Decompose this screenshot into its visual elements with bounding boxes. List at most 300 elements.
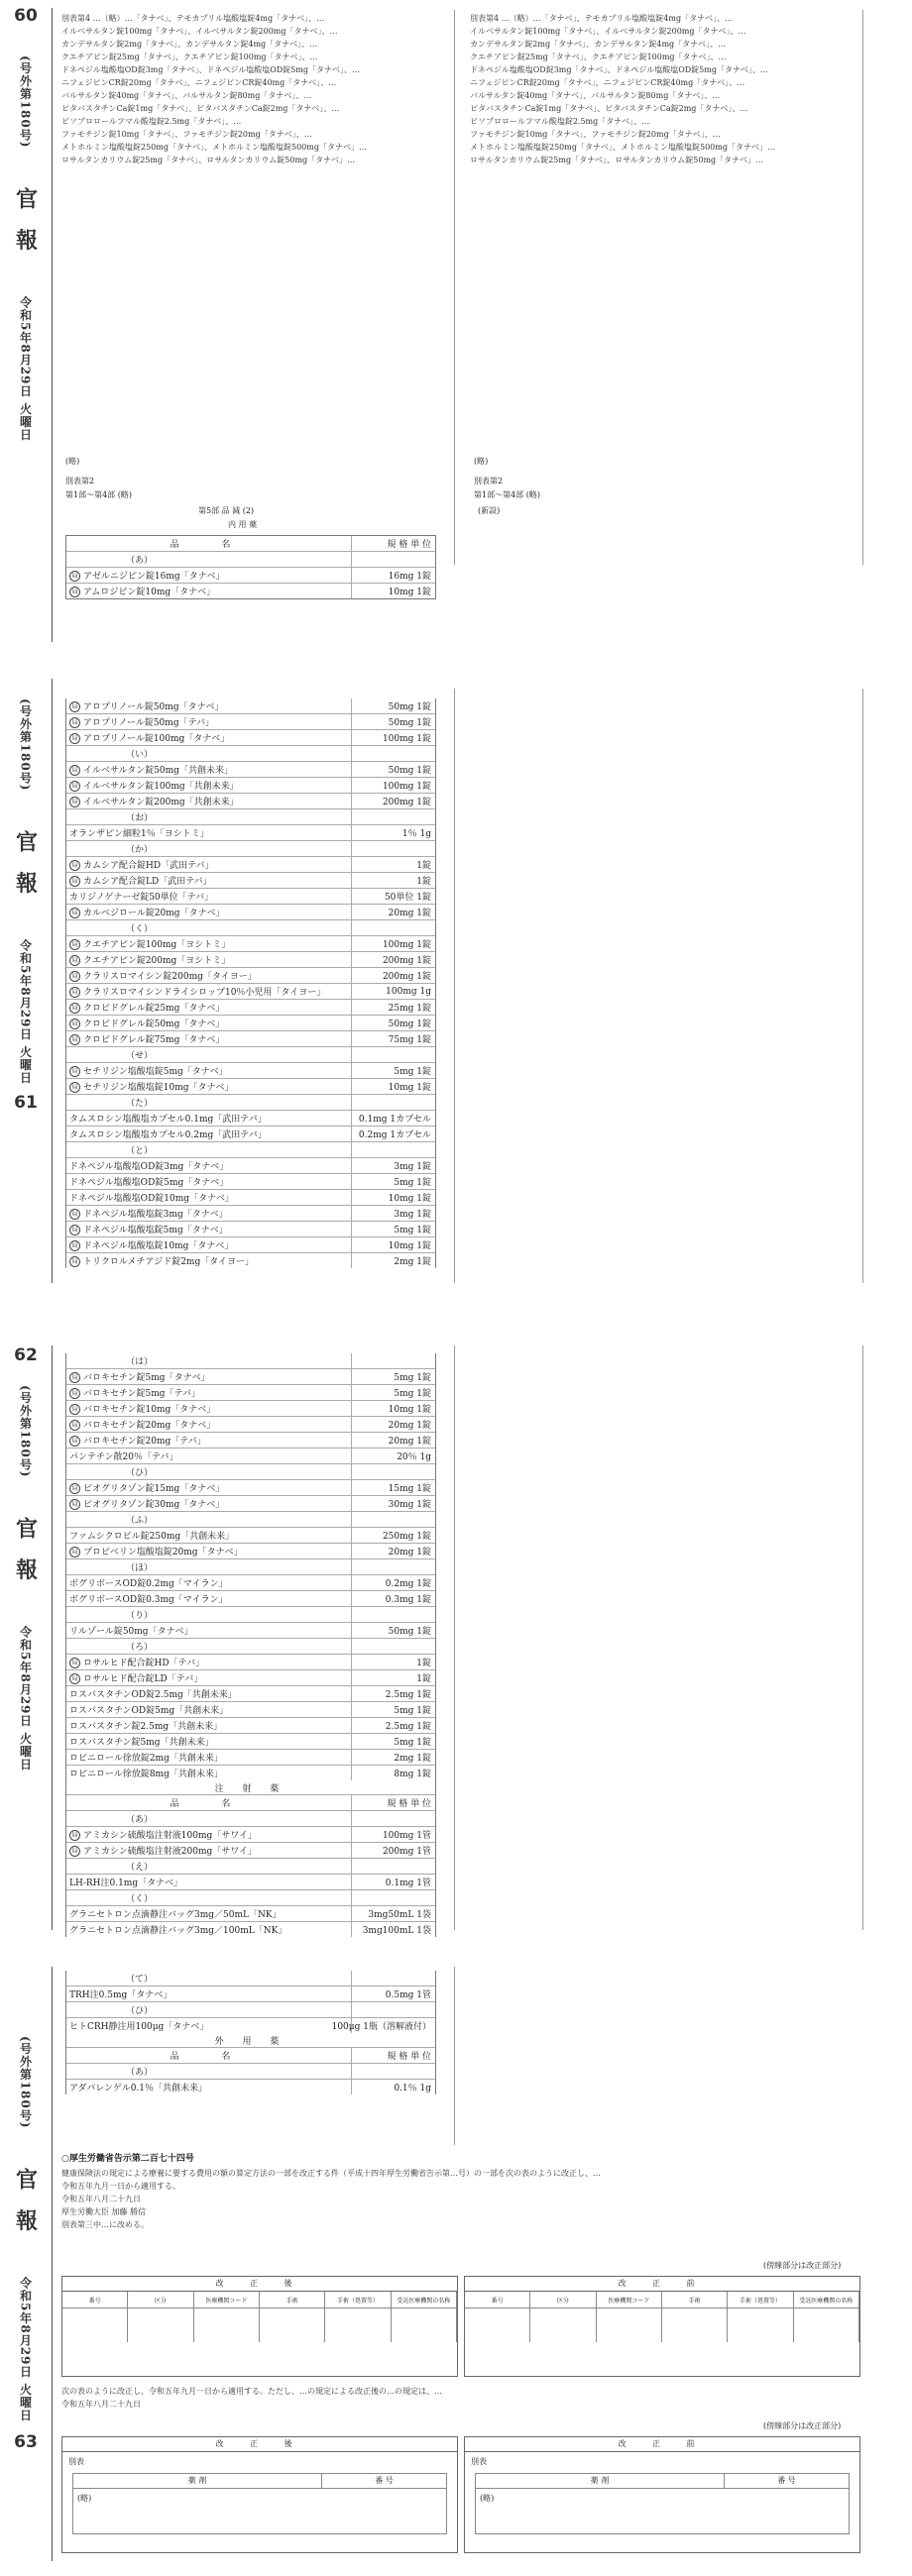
table-row	[66, 952, 435, 968]
table-row	[66, 1401, 435, 1417]
group-heading	[66, 809, 435, 825]
form-column-header: 番号	[62, 2292, 128, 2308]
table-row	[66, 1734, 435, 1750]
spec-unit	[351, 1890, 435, 1905]
spec-unit: 100mg 1錠	[351, 778, 435, 793]
table2-label: 別表	[68, 2457, 84, 2466]
text-line: メトホルミン塩酸塩錠250mg「タナベ」、メトホルミン塩酸塩錠500mg「タナベ」…	[470, 143, 775, 152]
drug-name: （と）	[126, 1146, 154, 1156]
table-row	[66, 1591, 435, 1607]
col-number: 番 号	[375, 2476, 394, 2485]
text-line: イルベサルタン錠100mg「タナベ」、イルベサルタン錠200mg「タナベ」、…	[470, 27, 746, 36]
text-line: メトホルミン塩酸塩錠250mg「タナベ」、メトホルミン塩酸塩錠500mg「タナベ」…	[61, 143, 367, 152]
table-row	[66, 857, 435, 873]
group-heading	[66, 1095, 435, 1111]
group-heading	[66, 552, 435, 568]
drug-name: タムスロシン塩酸塩カプセル0.2mg「武田テバ」	[69, 1130, 267, 1140]
drug-name: （て）	[126, 1975, 154, 1985]
date-label: 令和5年8月29日 火曜日	[18, 2277, 33, 2422]
pharmacopoeia-mark: 局	[69, 797, 80, 807]
pharmacopoeia-mark: 局	[69, 1372, 80, 1383]
page-header	[4, 689, 48, 1283]
table-row	[66, 1986, 435, 2002]
group-heading	[66, 920, 435, 936]
drug-name: ロスバスタチンOD錠5mg「共創未来」	[69, 1706, 229, 1716]
table-row	[66, 698, 435, 714]
text-line: バルサルタン錠40mg「タナベ」、バルサルタン錠80mg「タナベ」、…	[470, 91, 721, 100]
spec-unit: 10mg 1錠	[351, 1079, 435, 1094]
spec-unit: 20mg 1錠	[351, 1417, 435, 1432]
pharmacopoeia-mark: 局	[69, 587, 80, 597]
table-row	[66, 825, 435, 841]
group-heading	[66, 1512, 435, 1528]
gazette-title: 官 報	[12, 1517, 39, 1587]
pharmacopoeia-mark: 局	[69, 1082, 80, 1093]
group-heading	[66, 1464, 435, 1480]
form-column-header: 医療機関コード	[194, 2292, 260, 2308]
table-row	[66, 936, 435, 952]
group-heading	[66, 746, 435, 762]
group-heading	[66, 2064, 435, 2080]
table-row	[66, 1385, 435, 1401]
spec-unit: 200mg 1管	[351, 1843, 435, 1858]
right-appendix-title: 別表第2	[474, 477, 504, 485]
drug-name: 局 バロキセチン錠5mg「タナベ」	[66, 1370, 351, 1383]
text-line: ファモチジン錠10mg「タナベ」、ファモチジン錠20mg「タナベ」、…	[61, 130, 312, 139]
table-row	[66, 1237, 435, 1253]
spec-unit: 20mg 1錠	[351, 1433, 435, 1448]
col-drug-right: 薬 剤	[476, 2474, 725, 2488]
table-row	[66, 1655, 435, 1670]
spec-unit: 2mg 1錠	[351, 1253, 435, 1268]
ext-header: 品 名 規 格 単 位	[66, 2048, 435, 2064]
drug-name: ドネペジル塩酸塩OD錠3mg「タナベ」	[69, 1162, 229, 1172]
appendix-title: 別表第2	[65, 477, 95, 485]
pharmacopoeia-mark: 局	[69, 1019, 80, 1029]
drug-name: 局 ロサルヒド配合錠LD「テバ」	[66, 1671, 351, 1684]
pharmacopoeia-mark: 局	[69, 987, 80, 998]
form-column-header: 手術（処置等）	[325, 2292, 391, 2308]
pharmacopoeia-mark: 局	[69, 571, 80, 582]
table-row	[66, 1190, 435, 1206]
gazette-title: 官 報	[12, 187, 39, 258]
spec-unit: 10mg 1錠	[351, 1237, 435, 1252]
pharmacopoeia-mark: 局	[69, 1846, 80, 1857]
table-row	[66, 2018, 435, 2033]
left-text-block	[61, 12, 438, 166]
table-row	[66, 1253, 435, 1268]
form-column-header: 手術	[260, 2292, 325, 2308]
spec-unit: 0.1％ 1g	[351, 2080, 435, 2094]
spec-unit: 200mg 1錠	[351, 952, 435, 967]
drug-name: 局 ドネペジル塩酸塩錠10mg「タナベ」	[66, 1238, 351, 1251]
drug-name: （あ）	[126, 556, 154, 566]
group-heading	[66, 1142, 435, 1158]
pharmacopoeia-mark: 局	[69, 1483, 80, 1494]
form-column-header: 区分	[128, 2292, 193, 2308]
issue-label: (号外第180号)	[18, 2036, 33, 2129]
p63-table	[65, 1971, 436, 2094]
spec-unit	[351, 1639, 435, 1654]
left-note: (略)	[65, 457, 80, 466]
text-line: カンデサルタン錠2mg「タナベ」、カンデサルタン錠4mg「タナベ」、…	[61, 40, 318, 49]
spec-unit: 5mg 1錠	[351, 1369, 435, 1384]
table-row	[66, 1158, 435, 1174]
spec-unit: 100mg 1錠	[351, 730, 435, 745]
table-row	[66, 1766, 435, 1780]
page-header	[4, 1967, 48, 2561]
spec-unit: 25mg 1錠	[351, 1000, 435, 1015]
date-label: 令和5年8月29日 火曜日	[18, 939, 33, 1085]
col-drug: 薬 剤	[73, 2474, 322, 2488]
drug-name: 局 アミカシン硫酸塩注射液200mg「サワイ」	[66, 1844, 351, 1857]
drug-name: （え）	[126, 1863, 154, 1873]
page-number: 60	[14, 6, 38, 26]
table-row	[66, 1016, 435, 1031]
drug-name: 局 イルベサルタン錠50mg「共創未来」	[66, 763, 351, 776]
p61-table	[65, 698, 436, 1268]
pharmacopoeia-mark: 局	[69, 717, 80, 728]
spec-unit: 100mg 1管	[351, 1827, 435, 1842]
spec-unit	[351, 1607, 435, 1622]
table-row	[66, 1079, 435, 1095]
table-row	[66, 1670, 435, 1686]
table-row	[66, 889, 435, 905]
notice-text	[61, 2167, 855, 2231]
page-63	[0, 1937, 912, 2576]
right-note: (略)	[474, 457, 489, 466]
spec-unit: 50mg 1錠	[351, 1016, 435, 1030]
table-header: 品 名 規 格 単 位	[66, 536, 435, 552]
pharmacopoeia-mark: 局	[69, 765, 80, 776]
drug-name: （ふ）	[126, 1516, 154, 1526]
date-label: 令和5年8月29日 火曜日	[18, 1626, 33, 1771]
drug-name: タムスロシン塩酸塩カプセル0.1mg「武田テバ」	[69, 1115, 267, 1125]
table-row	[66, 1922, 435, 1938]
drug-name: 局 アムロジピン錠10mg「タナベ」	[66, 585, 351, 597]
spec-unit: 0.5mg 1管	[351, 1986, 435, 2001]
drug-name: （く）	[126, 1894, 154, 1904]
table-row	[66, 1480, 435, 1496]
spec-unit: 3mg 1錠	[351, 1206, 435, 1221]
drug-name: 局 カムシア配合錠LD「武田テバ」	[66, 874, 351, 887]
pharmacopoeia-mark: 局	[69, 1499, 80, 1510]
table-row	[66, 1369, 435, 1385]
drug-name: 局 カムシア配合錠HD「武田テバ」	[66, 858, 351, 871]
spec-unit: 3mg100mL 1袋	[351, 1922, 435, 1937]
drug-name: ドネペジル塩酸塩OD錠10mg「タナベ」	[69, 1194, 235, 1204]
spec-unit: 50単位 1錠	[351, 889, 435, 904]
spec-unit	[351, 1142, 435, 1157]
spec-unit: 1錠	[351, 873, 435, 888]
spec-unit: 50mg 1錠	[351, 698, 435, 713]
gazette-title: 官 報	[12, 830, 39, 901]
form-column-header: 手術	[662, 2292, 728, 2308]
text-line: 別表第三中…に改める。	[61, 2220, 149, 2229]
text-line: ビソプロロールフマル酸塩錠2.5mg「タナベ」、…	[61, 117, 242, 126]
form-before: 改 正 前 番号 区分 医療機関コード 手術 手術（処置等） 受託医療機関の名称	[464, 2276, 860, 2377]
spec-unit	[351, 552, 435, 567]
drug-name: （ろ）	[126, 1643, 154, 1653]
table-row	[66, 778, 435, 794]
spec-unit	[351, 841, 435, 856]
drug-name: アダパレンゲル0.1％「共創未来」	[69, 2084, 208, 2093]
drug-name: 局 クロピドグレル錠50mg「タナベ」	[66, 1017, 351, 1029]
table-row	[66, 1449, 435, 1464]
spec-unit: 3mg50mL 1袋	[351, 1906, 435, 1921]
drug-name: 局 バロキセチン錠20mg「テバ」	[66, 1434, 351, 1447]
table-row	[66, 2080, 435, 2094]
form-after: 改 正 後 番号 区分 医療機関コード 手術 手術（処置等） 受託医療機関の名称	[61, 2276, 458, 2377]
pharmacopoeia-mark: 局	[69, 1658, 80, 1668]
spec-unit: 2mg 1錠	[351, 1750, 435, 1765]
spec-unit: 200mg 1錠	[351, 794, 435, 808]
text-line: ファモチジン錠10mg「タナベ」、ファモチジン錠20mg「タナベ」、…	[470, 130, 721, 139]
pharmacopoeia-mark: 局	[69, 781, 80, 792]
table2-label-right: 別表	[471, 2457, 487, 2466]
drug-name: （あ）	[126, 2068, 154, 2078]
pharmacopoeia-mark: 局	[69, 876, 80, 887]
spec-unit	[351, 809, 435, 824]
table-row	[66, 1906, 435, 1922]
pharmacopoeia-mark: 局	[69, 733, 80, 744]
form-column-header: 番号	[465, 2292, 530, 2308]
drug-name: （お）	[126, 813, 154, 823]
drug-name: 局 プロピベリン塩酸塩錠20mg「タナベ」	[66, 1545, 351, 1557]
group-heading	[66, 1559, 435, 1575]
pharmacopoeia-mark: 局	[69, 1388, 80, 1399]
spec-unit: 10mg 1錠	[351, 1190, 435, 1205]
text-line: 令和五年八月二十九日	[61, 2400, 141, 2409]
spec-unit: 250mg 1錠	[351, 1528, 435, 1543]
spec-unit: 0.2mg 1カプセル	[351, 1127, 435, 1141]
drug-name: 局 クエチアピン錠100mg「ヨシトミ」	[66, 937, 351, 950]
spec-unit	[351, 2064, 435, 2079]
page-number: 63	[14, 2431, 38, 2452]
spec-unit: 5mg 1錠	[351, 1734, 435, 1749]
spec-unit: 1錠	[351, 857, 435, 872]
pharmacopoeia-mark: 局	[69, 1404, 80, 1415]
pharmacopoeia-mark: 局	[69, 1830, 80, 1841]
table2-before: 改 正 前 別表 薬 剤 番 号 (略)	[464, 2436, 860, 2553]
table-row	[66, 1222, 435, 1237]
spec-unit	[351, 746, 435, 761]
text-line: ピタバスタチンCa錠1mg「タナベ」、ピタバスタチンCa錠2mg「タナベ」、…	[470, 104, 748, 113]
table-row	[66, 1433, 435, 1449]
text-line: 令和五年八月二十九日	[61, 2195, 141, 2203]
drug-name: 局 トリクロルメチアジド錠2mg「タイヨー」	[66, 1254, 351, 1267]
notice2-text	[61, 2385, 855, 2411]
drug-name: 局 クロピドグレル錠75mg「タナベ」	[66, 1032, 351, 1045]
table-row	[66, 1718, 435, 1734]
section-sub: 内 用 薬	[228, 520, 258, 529]
spec-unit: 50mg 1錠	[351, 1623, 435, 1638]
ext-title: 外 用 薬	[214, 2036, 287, 2047]
drug-name: リルゾール錠50mg「タナベ」	[69, 1627, 193, 1637]
table-row	[66, 584, 435, 598]
spec-unit	[351, 1971, 435, 1986]
drug-name: （ひ）	[126, 2006, 154, 2016]
spec-unit: 2.5mg 1錠	[351, 1686, 435, 1701]
drug-name: 局 クロピドグレル錠25mg「タナベ」	[66, 1001, 351, 1014]
drug-name: 局 セチリジン塩酸塩錠10mg「タナベ」	[66, 1080, 351, 1093]
table-row	[66, 1875, 435, 1890]
table-row	[66, 1702, 435, 1718]
drug-name: オランザピン細粒1％「ヨシトミ」	[69, 829, 209, 839]
drug-name: TRH注0.5mg「タナベ」	[69, 1990, 172, 2000]
spec-unit: 200mg 1錠	[351, 968, 435, 983]
date-label: 令和5年8月29日 火曜日	[18, 296, 33, 442]
group-heading	[66, 1353, 435, 1369]
table-row	[66, 1496, 435, 1512]
table-row	[66, 568, 435, 584]
spec-unit: 75mg 1錠	[351, 1031, 435, 1046]
drug-name: （い）	[126, 750, 154, 760]
note-right: (傍線部分は改正部分)	[763, 2261, 842, 2270]
drug-name: 局 ロサルヒド配合錠HD「テバ」	[66, 1656, 351, 1668]
col-number-right: 番 号	[777, 2476, 796, 2485]
text-line: ドネペジル塩酸塩OD錠3mg「タナベ」、ドネペジル塩酸塩OD錠5mg「タナベ」、…	[470, 65, 768, 74]
text-line: 別表第4 …（略）…「タナベ」、テモカプリル塩酸塩錠4mg「タナベ」、…	[470, 14, 734, 23]
drug-name: 局 ピオグリタゾン錠30mg「タナベ」	[66, 1497, 351, 1510]
drug-name: 局 バロキセチン錠5mg「テバ」	[66, 1386, 351, 1399]
spec-unit: 50mg 1錠	[351, 762, 435, 777]
group-heading	[66, 1971, 435, 1986]
table-row	[66, 730, 435, 746]
drug-name: 局 クラリスロマイシン錠200mg「タイヨー」	[66, 969, 351, 982]
page-header	[4, 6, 48, 610]
notice-title: ○厚生労働省告示第二百七十四号	[61, 2154, 194, 2164]
issue-label: (号外第180号)	[18, 1385, 33, 1478]
table-row	[66, 794, 435, 809]
right-text-block	[470, 12, 847, 166]
text-line: バルサルタン錠40mg「タナベ」、バルサルタン錠80mg「タナベ」、…	[61, 91, 312, 100]
table-row	[66, 984, 435, 1000]
pharmacopoeia-mark: 局	[69, 1034, 80, 1045]
drug-name: グラニセトロン点滴静注バッグ3mg／100mL「NK」	[69, 1926, 287, 1936]
pharmacopoeia-mark: 局	[69, 1673, 80, 1684]
spec-unit: 16mg 1錠	[351, 568, 435, 583]
group-heading	[66, 1607, 435, 1623]
drug-name: 局 イルベサルタン錠100mg「共創未来」	[66, 779, 351, 792]
pharmacopoeia-mark: 局	[69, 939, 80, 950]
text-line: ロサルタンカリウム錠25mg「タナベ」、ロサルタンカリウム錠50mg「タナベ」…	[61, 156, 356, 164]
drug-name: カリジノゲナーゼ錠50単位「テバ」	[69, 893, 214, 903]
drug-name: （た）	[126, 1099, 154, 1109]
drug-name: （あ）	[126, 1815, 154, 1825]
text-line: ピタバスタチンCa錠1mg「タナベ」、ピタバスタチンCa錠2mg「タナベ」、…	[61, 104, 340, 113]
pharmacopoeia-mark: 局	[69, 1240, 80, 1251]
drug-name: 局 アロプリノール錠100mg「タナベ」	[66, 731, 351, 744]
table-row	[66, 1031, 435, 1047]
pharmacopoeia-mark: 局	[69, 1256, 80, 1267]
drug-name: 局 ドネペジル塩酸塩錠3mg「タナベ」	[66, 1207, 351, 1220]
page-number: 62	[14, 1345, 38, 1365]
spec-unit: 20mg 1錠	[351, 905, 435, 919]
text-line: 令和五年九月一日から適用する。	[61, 2182, 180, 2191]
group-heading	[66, 1811, 435, 1827]
drug-name: 局 クラリスロマイシンドライシロップ10％小児用「タイヨー」	[66, 985, 351, 998]
spec-unit: 0.2mg 1錠	[351, 1575, 435, 1590]
spec-unit: 100mg 1錠	[351, 936, 435, 951]
drug-name: （く）	[126, 924, 154, 934]
drug-name: LH-RH注0.1mg「タナベ」	[69, 1878, 183, 1888]
table-row	[66, 1843, 435, 1859]
group-heading	[66, 2002, 435, 2018]
text-line: ビソプロロールフマル酸塩錠2.5mg「タナベ」、…	[470, 117, 650, 126]
group-heading	[66, 1859, 435, 1875]
table2-note: (略)	[77, 2494, 92, 2503]
drug-name: （ほ）	[126, 1563, 154, 1573]
spec-unit: 10mg 1錠	[351, 584, 435, 598]
form-column-header: 受託医療機関の名称	[392, 2292, 457, 2308]
form-column-header: 医療機関コード	[597, 2292, 662, 2308]
table-row	[66, 1127, 435, 1142]
spec-unit: 50mg 1錠	[351, 714, 435, 729]
spec-unit: 2.5mg 1錠	[351, 1718, 435, 1733]
pharmacopoeia-mark: 局	[69, 1547, 80, 1557]
table-row	[66, 1827, 435, 1843]
table-row	[66, 1063, 435, 1079]
text-line: カンデサルタン錠2mg「タナベ」、カンデサルタン錠4mg「タナベ」、…	[470, 40, 727, 49]
table-row	[66, 714, 435, 730]
table-row	[66, 1544, 435, 1559]
text-line: 次の表のように改正し、令和五年九月一日から適用する。ただし、…の規定による改正後の…の規定は、…	[61, 2387, 442, 2396]
pharmacopoeia-mark: 局	[69, 860, 80, 871]
drug-name: （か）	[126, 845, 154, 855]
spec-unit: 15mg 1錠	[351, 1480, 435, 1495]
spec-unit: 100μg 1瓶（溶解液付）	[351, 2018, 435, 2033]
drug-name: 局 アロプリノール錠50mg「テバ」	[66, 715, 351, 728]
table-row	[66, 1206, 435, 1222]
spec-unit	[351, 2002, 435, 2017]
table-row	[66, 1417, 435, 1433]
pharmacopoeia-mark: 局	[69, 1066, 80, 1077]
page-number: 61	[14, 1092, 38, 1113]
group-heading	[66, 1890, 435, 1906]
group-heading	[66, 841, 435, 857]
spec-unit: 0.3mg 1錠	[351, 1591, 435, 1606]
drug-name: 局 イルベサルタン錠200mg「共創未来」	[66, 795, 351, 807]
table-row	[66, 873, 435, 889]
table-row	[66, 1623, 435, 1639]
page-60	[0, 0, 912, 644]
table-row	[66, 968, 435, 984]
spec-unit: 1％ 1g	[351, 825, 435, 840]
drug-name: ロスバスタチンOD錠2.5mg「共創未来」	[69, 1690, 237, 1700]
drug-name: 局 ドネペジル塩酸塩錠5mg「タナベ」	[66, 1223, 351, 1235]
drug-name: 局 バロキセチン錠10mg「タナベ」	[66, 1402, 351, 1415]
text-line: ニフェジピンCR錠20mg「タナベ」、ニフェジピンCR錠40mg「タナベ」、…	[470, 78, 745, 87]
page-61	[0, 649, 912, 1293]
drug-name: 局 セチリジン塩酸塩錠5mg「タナベ」	[66, 1064, 351, 1077]
page-62	[0, 1298, 912, 1936]
drug-name: ドネペジル塩酸塩OD錠5mg「タナベ」	[69, 1178, 229, 1188]
right-deleted: (新設)	[478, 506, 501, 515]
appendix-sub: 第1部～第4部 (略)	[65, 490, 132, 499]
spec-unit	[351, 1464, 435, 1479]
spec-unit: 100mg 1g	[351, 984, 435, 999]
spec-unit: 5mg 1錠	[351, 1385, 435, 1400]
drug-name: ロスバスタチン錠5mg「共創未来」	[69, 1738, 214, 1748]
spec-unit	[351, 1512, 435, 1527]
text-line: ロサルタンカリウム錠25mg「タナベ」、ロサルタンカリウム錠50mg「タナベ」…	[470, 156, 764, 164]
drug-name: ヒトCRH静注用100μg「タナベ」	[69, 2022, 209, 2032]
pharmacopoeia-mark: 局	[69, 908, 80, 918]
table-row	[66, 1174, 435, 1190]
spec-unit: 5mg 1錠	[351, 1063, 435, 1078]
text-line: ドネペジル塩酸塩OD錠3mg「タナベ」、ドネペジル塩酸塩OD錠5mg「タナベ」、…	[61, 65, 360, 74]
